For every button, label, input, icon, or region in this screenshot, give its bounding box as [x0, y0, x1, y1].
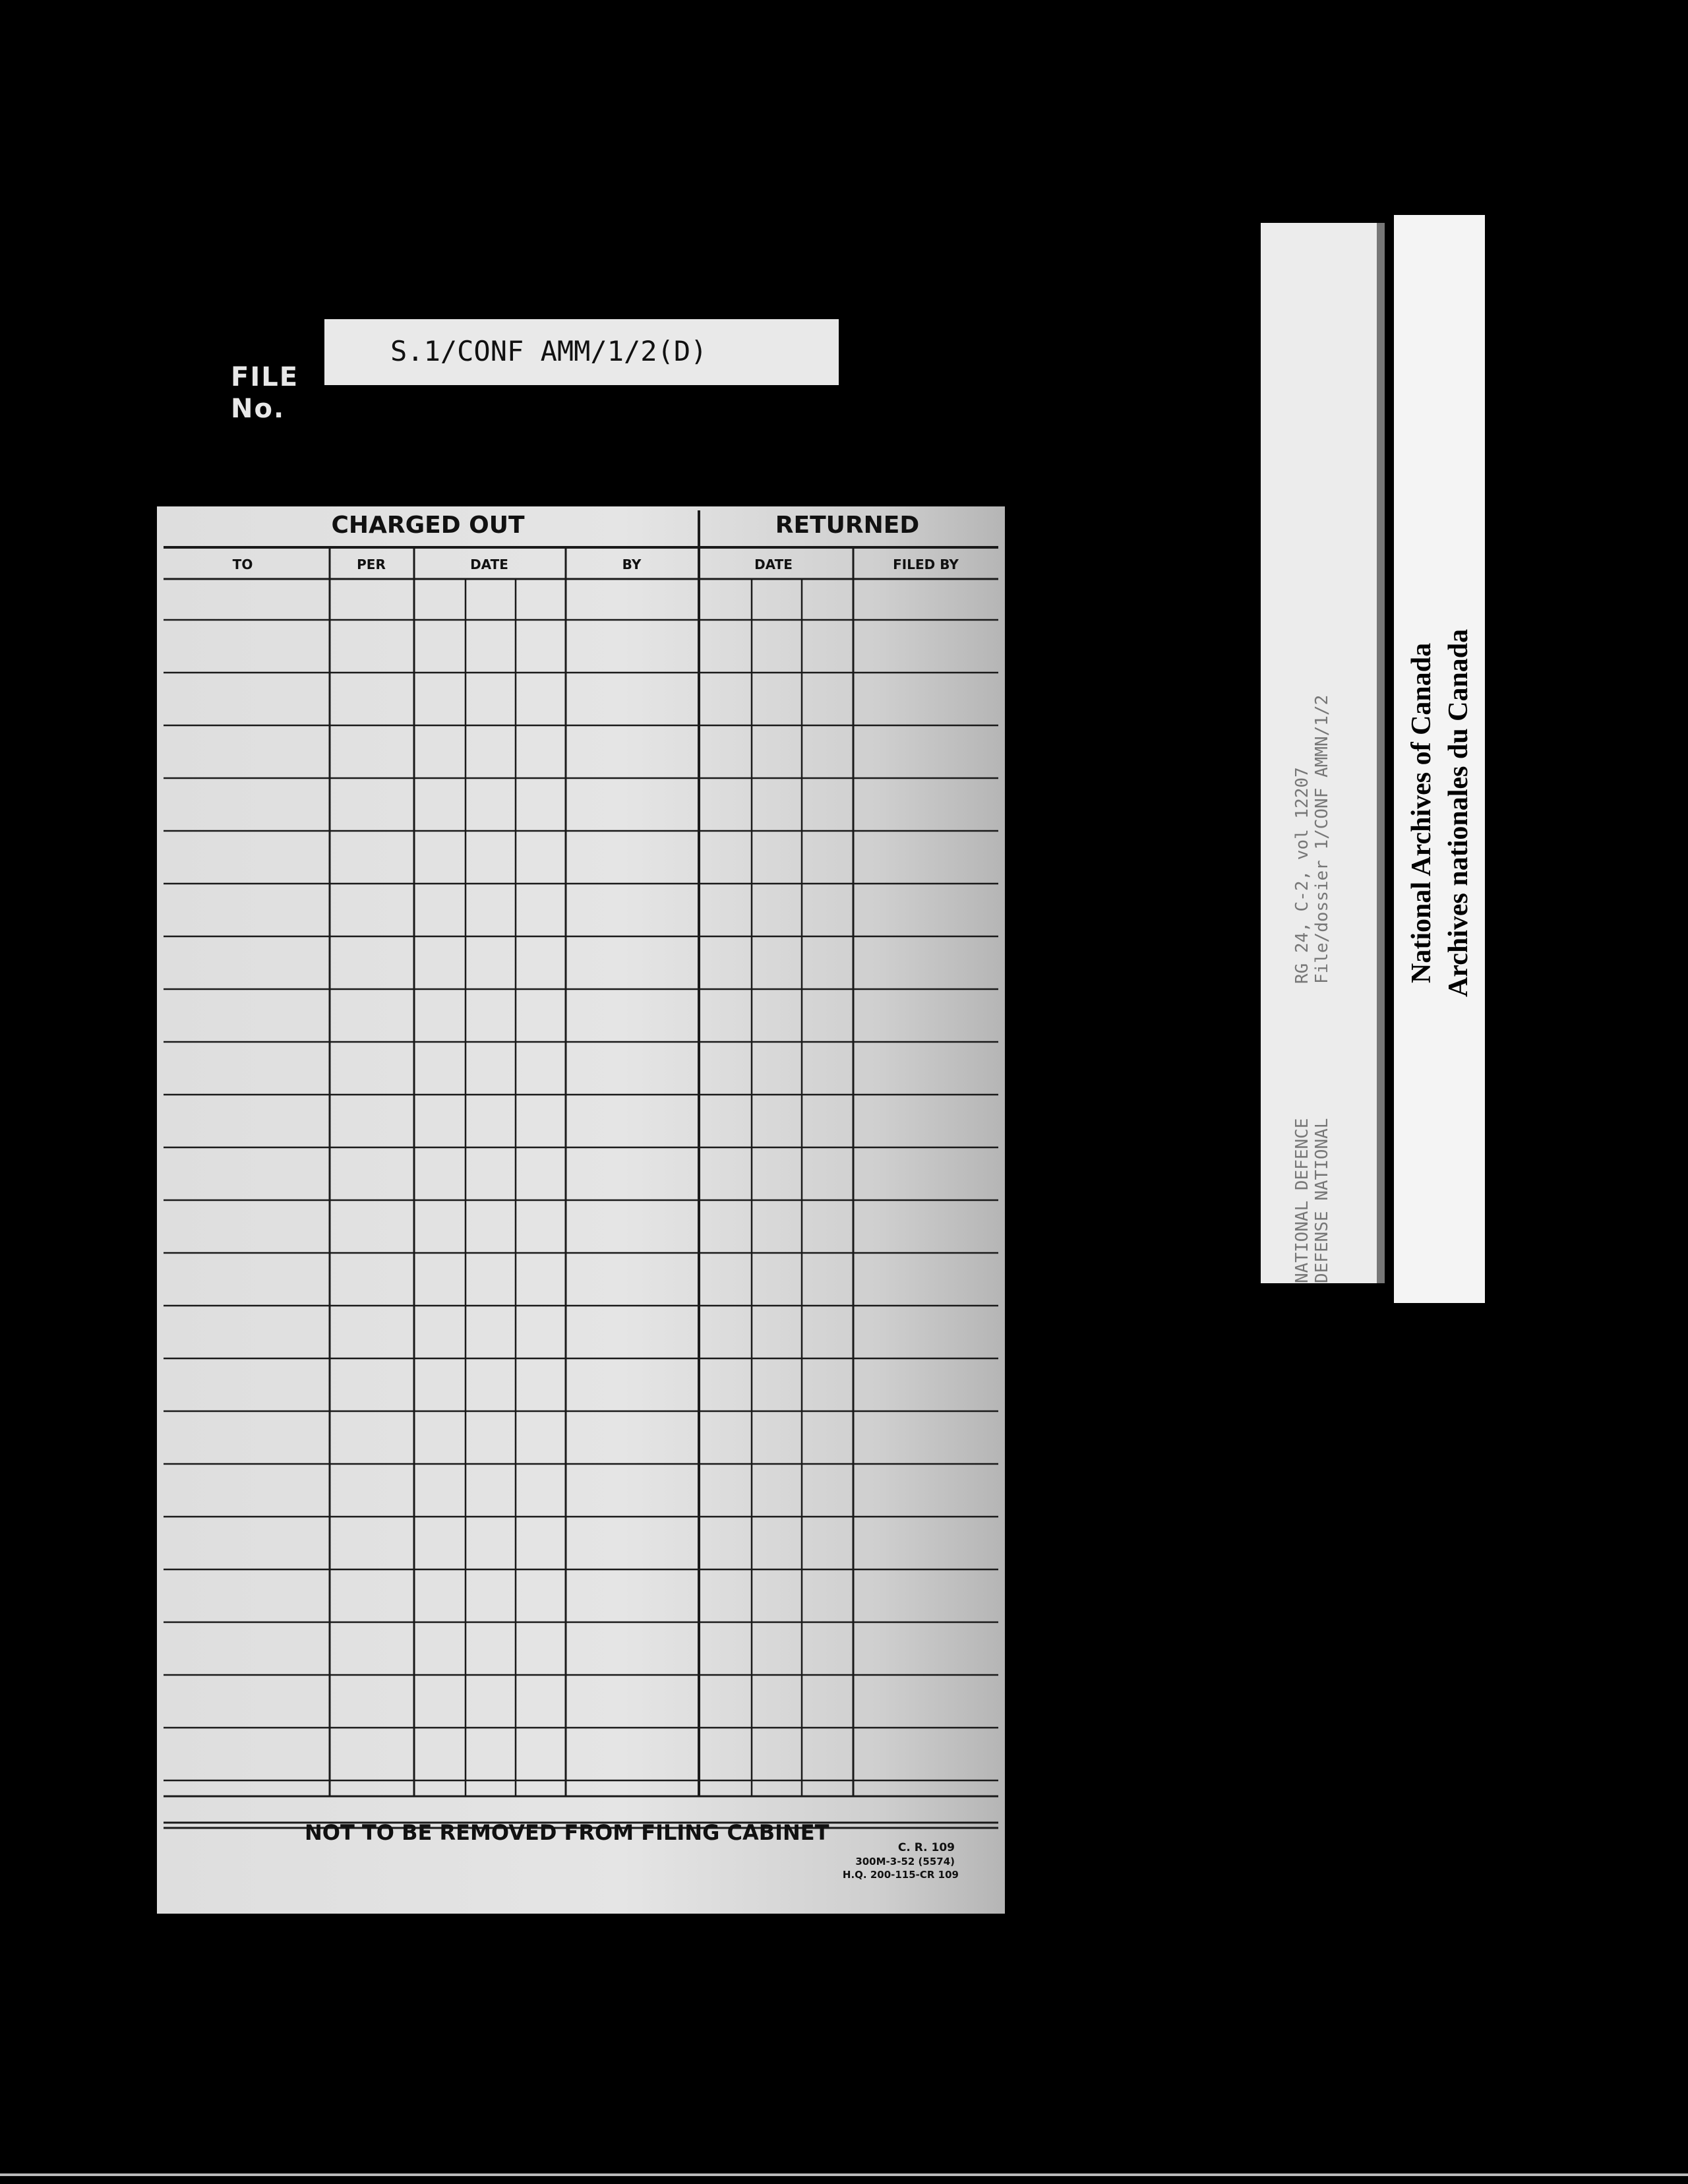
- col-per: PER: [357, 557, 386, 572]
- card-grid: [157, 506, 1005, 1914]
- archives-fr: Archives nationales du Canada: [1443, 628, 1474, 997]
- file-number-strip: [324, 319, 839, 385]
- col-to: TO: [232, 557, 253, 572]
- file-label-line1: FILE: [231, 362, 299, 392]
- returned-heading: RETURNED: [775, 512, 920, 539]
- col-date-out: DATE: [470, 557, 508, 572]
- form-hq-code: H.Q. 200-115-CR 109: [842, 1869, 959, 1881]
- file-label-line2: No.: [231, 394, 286, 424]
- strip-edge: [1377, 223, 1385, 1283]
- archive-line1: NATIONAL DEFENCE RG 24, C-2, vol 12207: [1292, 767, 1312, 1283]
- archives-name-text: [1403, 629, 1477, 997]
- archives-en: National Archives of Canada: [1406, 642, 1437, 983]
- col-filed-by: FILED BY: [893, 557, 959, 572]
- charged-out-heading: CHARGED OUT: [331, 512, 525, 539]
- col-by: BY: [622, 557, 642, 572]
- footer-notice: NOT TO BE REMOVED FROM FILING CABINET: [305, 1820, 829, 1845]
- charge-out-card: [157, 506, 1005, 1914]
- file-number-label: [231, 361, 299, 425]
- file-number: S.1/CONF AMM/1/2(D): [390, 335, 708, 367]
- col-date-returned: DATE: [754, 557, 793, 572]
- archive-reference-text: [1292, 695, 1332, 1283]
- archive-line2: DEFENSE NATIONAL File/dossier 1/CONF AMMN/1/2: [1312, 694, 1332, 1283]
- scan-bottom-edge: [0, 2173, 1688, 2176]
- form-print-run: 300M-3-52 (5574): [855, 1856, 955, 1867]
- form-code: C. R. 109: [897, 1841, 955, 1854]
